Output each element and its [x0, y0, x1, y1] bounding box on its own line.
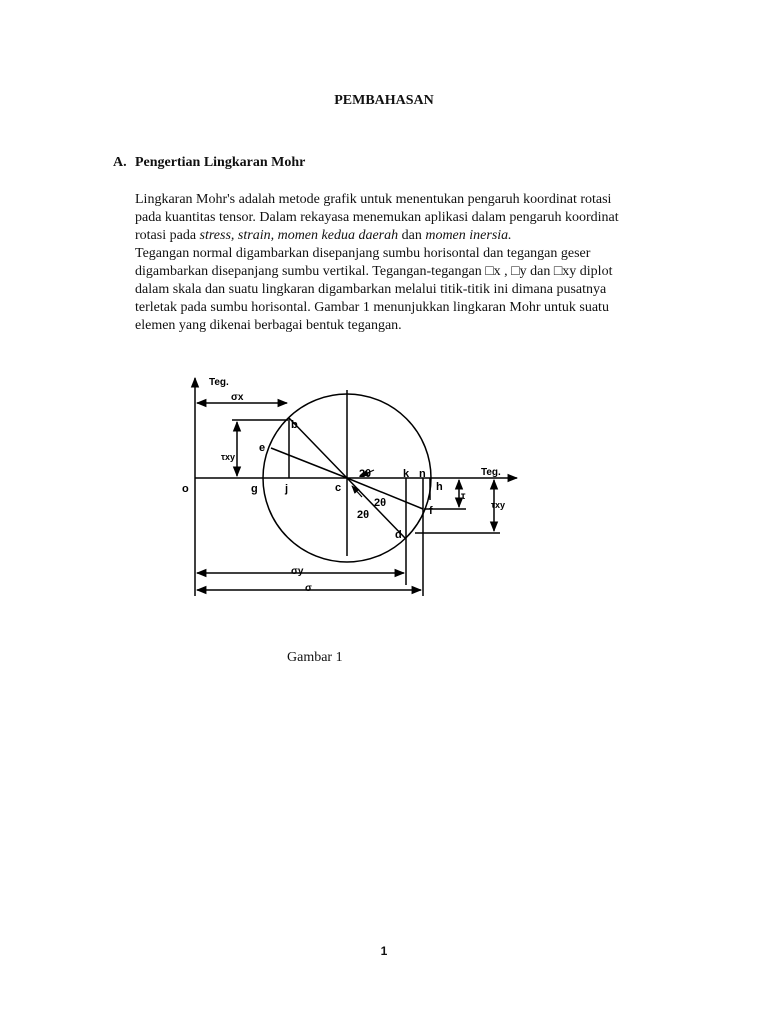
point-o: o — [182, 483, 189, 495]
point-g: g — [251, 483, 258, 495]
paragraph-2-line-3: dalam skala dan suatu lingkaran digambarkan melalui titik-titik ini dimana pusatnya — [135, 282, 607, 297]
point-b: b — [291, 419, 298, 431]
tau-label: τ — [461, 491, 466, 502]
italic-term-inertia: momen inersia. — [425, 228, 512, 243]
point-d: d — [395, 529, 402, 541]
line-c-e — [271, 448, 347, 478]
tau-xy-right-label: τxy — [491, 500, 506, 510]
tau-xy-left-label: τxy — [221, 452, 236, 462]
point-k: k — [403, 468, 410, 480]
line-3-prefix: rotasi pada — [135, 228, 200, 243]
teg-horizontal-label: Teg. — [481, 467, 501, 478]
paragraph-1-line-2: pada kuantitas tensor. Dalam rekayasa menemukan aplikasi dalam pengaruh koordinat — [135, 210, 619, 225]
paragraph-1-line-1: Lingkaran Mohr's adalah metode grafik untuk menentukan pengaruh koordinat rotasi — [135, 192, 612, 207]
paragraph-1-line-3 — [135, 227, 675, 245]
paragraph-2-line-5: elemen yang dikenai berbagai bentuk tegangan. — [135, 318, 402, 333]
sigma-x-label: σx — [231, 392, 244, 403]
mohr-circle-diagram — [170, 360, 530, 610]
line-3-mid: dan — [398, 228, 426, 243]
point-e: e — [259, 442, 266, 454]
two-theta-label-3: 2θ — [357, 509, 370, 521]
point-h: h — [436, 481, 443, 493]
page-number: 1 — [380, 944, 388, 958]
paragraph-2-line-2: digambarkan disepanjang sumbu vertikal. Tegangan-tegangan □x , □y dan □xy diplot — [135, 264, 613, 279]
italic-terms: stress, strain, momen kedua daerah — [199, 228, 399, 243]
point-c: c — [335, 482, 342, 494]
section-heading — [113, 155, 305, 171]
two-theta-label-1: 2θ — [359, 468, 372, 480]
paragraph-1 — [135, 191, 675, 245]
paragraph-2-line-1: Tegangan normal digambarkan disepanjang sumbu horisontal dan tegangan geser — [135, 246, 591, 261]
teg-vertical-label: Teg. — [209, 377, 229, 388]
two-theta-label-2: 2θ — [374, 497, 387, 509]
point-j: j — [285, 483, 289, 495]
page-title: PEMBAHASAN — [334, 93, 434, 108]
paragraph-2-line-4: terletak pada sumbu horisontal. Gambar 1 menunjukkan lingkaran Mohr untuk suatu — [135, 300, 609, 315]
section-title: Pengertian Lingkaran Mohr — [135, 155, 306, 170]
sigma-label: σ — [305, 583, 312, 594]
figure-caption: Gambar 1 — [287, 650, 343, 665]
point-f: f — [429, 505, 433, 517]
point-n: n — [419, 468, 426, 480]
sigma-y-label: σy — [291, 566, 304, 577]
paragraph-2 — [135, 245, 675, 335]
section-number: A. — [113, 155, 127, 170]
